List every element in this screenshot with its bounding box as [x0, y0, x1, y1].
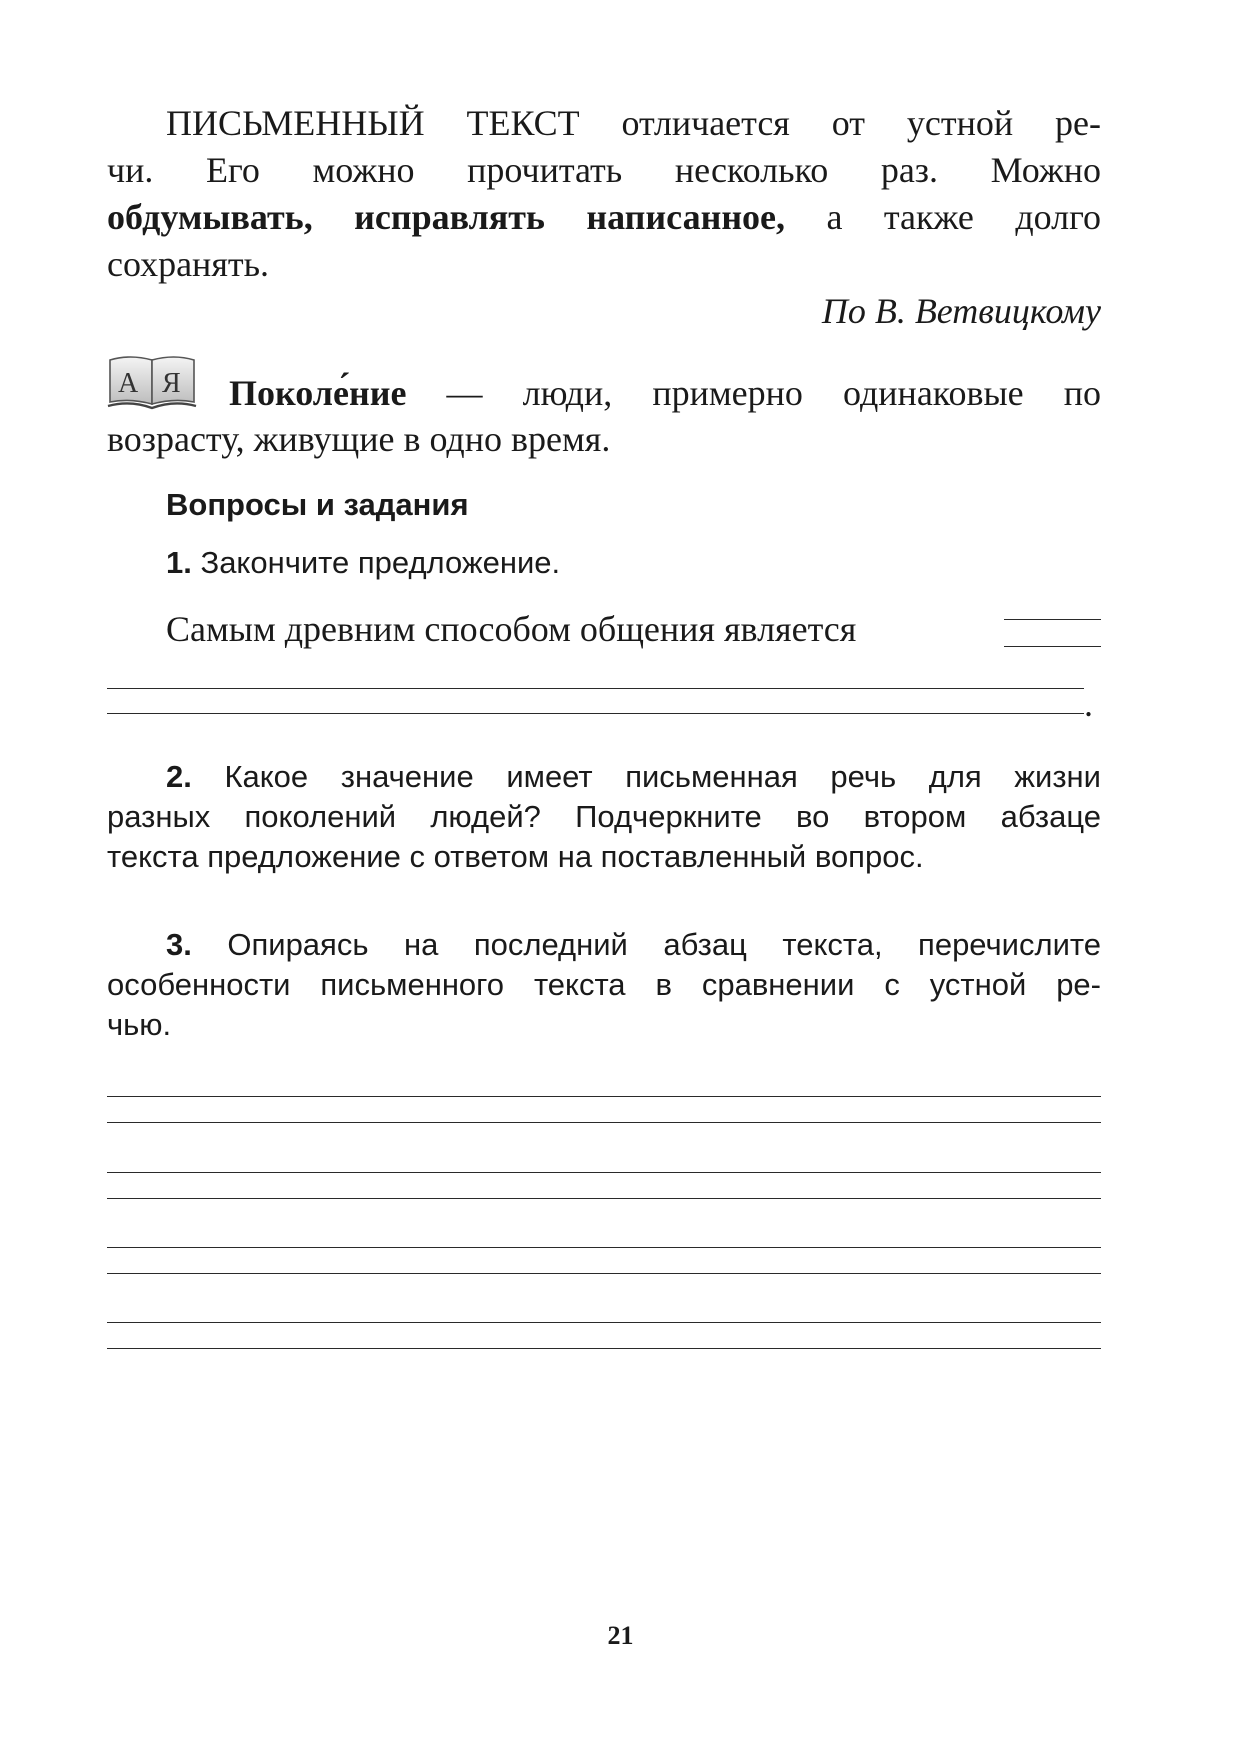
task-1-text: Закончите предложение.: [191, 545, 561, 580]
section-heading: Вопросы и задания: [166, 487, 469, 522]
task-3-line-1-text: Опираясь на последний абзац текста, перечислите: [191, 927, 1101, 962]
task-2-line-1: [107, 757, 1101, 797]
answer-line[interactable]: [107, 1198, 1101, 1199]
answer-line[interactable]: [107, 713, 1084, 714]
answer-line[interactable]: [107, 1273, 1101, 1274]
task-2-line-2: разных поколений людей? Подчеркните во втором абзаце: [107, 799, 1101, 834]
definition-text-1: — люди, примерно одинаковые по: [406, 373, 1101, 413]
answer-line[interactable]: [107, 1122, 1101, 1123]
task-1-number: 1.: [166, 545, 192, 580]
paragraph-line-1: [107, 100, 1101, 147]
text-paragraph: [107, 100, 1101, 288]
answer-line[interactable]: [107, 1247, 1101, 1248]
dictionary-term: Поколе́ние: [229, 373, 407, 413]
paragraph-line-1-text: отличается от устной ре-: [579, 103, 1101, 143]
task-3-line-2: особенности письменного текста в сравнении с устной ре-: [107, 967, 1101, 1002]
answer-line[interactable]: [107, 1322, 1101, 1323]
task-2-number: 2.: [166, 759, 192, 794]
answer-line[interactable]: [107, 1348, 1101, 1349]
task-1-end-mark: .: [1084, 684, 1093, 724]
task-1: [166, 543, 560, 583]
answer-line[interactable]: [107, 688, 1084, 689]
dictionary-definition: [107, 370, 1101, 462]
task-3: [107, 925, 1101, 1045]
paragraph-line-4: сохранять.: [107, 244, 270, 284]
definition-line-1: [107, 370, 1101, 416]
author-attribution: По В. Ветвицкому: [821, 291, 1101, 331]
paragraph-line-2: чи. Его можно прочитать несколько раз. Можно: [107, 150, 1101, 190]
answer-line[interactable]: [107, 1096, 1101, 1097]
answer-line[interactable]: [1004, 619, 1101, 620]
task-3-line-3: чью.: [107, 1007, 172, 1042]
definition-line-2: возрасту, живущие в одно время.: [107, 419, 611, 459]
answer-line[interactable]: [107, 1172, 1101, 1173]
paragraph-lead: ПИСЬМЕННЫЙ ТЕКСТ: [166, 103, 580, 143]
task-2: [107, 757, 1101, 877]
paragraph-line-3: [107, 194, 1101, 241]
task-2-line-3: текста предложение с ответом на поставленный вопрос.: [107, 839, 924, 874]
task-3-line-1: [107, 925, 1101, 965]
answer-line[interactable]: [1004, 646, 1101, 647]
task-3-number: 3.: [166, 927, 192, 962]
page-number: 21: [607, 1621, 634, 1650]
icon-letter-ya: Я: [162, 368, 181, 399]
paragraph-line-3-text: а также долго: [785, 197, 1102, 237]
task-1-prompt: Самым древним способом общения является: [166, 609, 857, 649]
task-2-line-1-text: Какое значение имеет письменная речь для жизни: [191, 759, 1101, 794]
paragraph-bold-phrase: обдумывать, исправлять написанное,: [107, 197, 786, 237]
icon-letter-a: А: [118, 368, 139, 399]
